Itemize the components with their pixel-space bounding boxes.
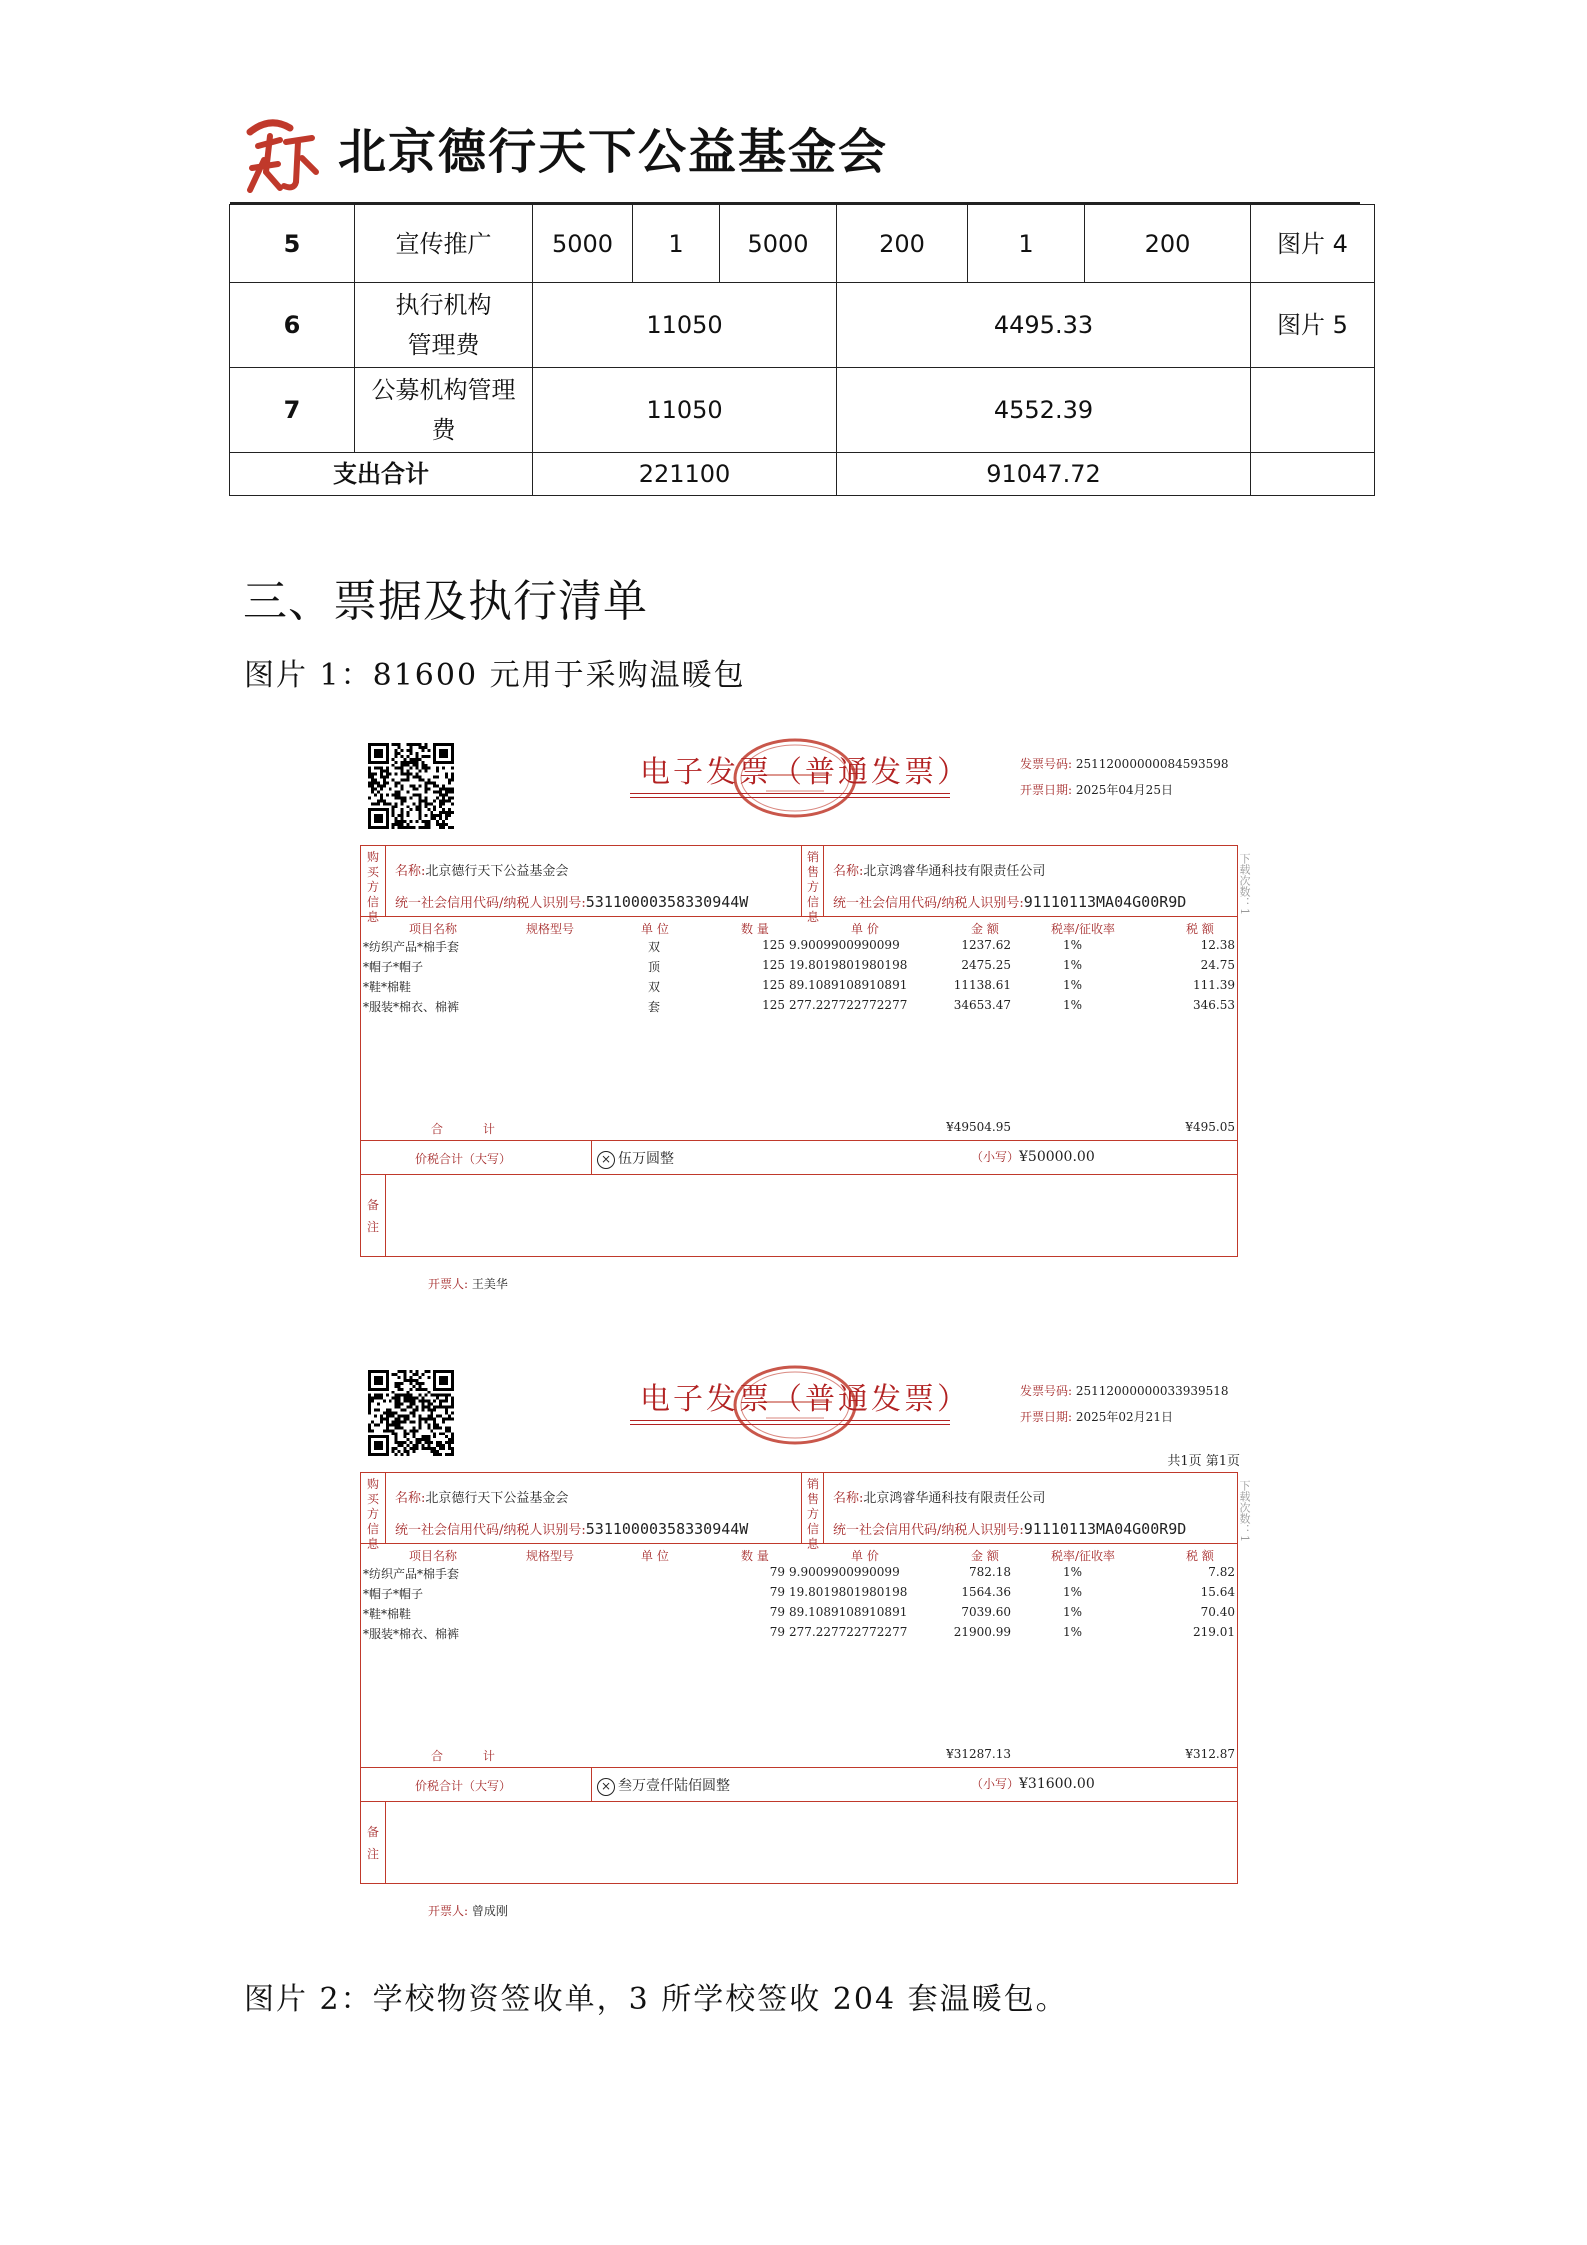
- buyer-name: [395, 1487, 568, 1506]
- issuer-label: 开票人:: [428, 1904, 469, 1918]
- item-qty: 125: [762, 998, 785, 1012]
- invoice-number: [1020, 755, 1229, 772]
- row-item: [355, 283, 533, 368]
- row-cell: 200: [837, 205, 968, 283]
- table-row: [230, 368, 1375, 453]
- invoice-date-value: 2025年02月21日: [1075, 1410, 1173, 1424]
- item-tax: 12.38: [1200, 938, 1235, 952]
- item-row: [361, 998, 1237, 1018]
- item-rate: 1%: [1063, 998, 1083, 1012]
- row-note: 图片 5: [1251, 283, 1375, 368]
- col-header-qty: 数 量: [741, 922, 769, 936]
- item-row: [361, 1565, 1237, 1585]
- item-rate: 1%: [1063, 1585, 1083, 1599]
- seller-name-value: 北京鸿睿华通科技有限责任公司: [863, 864, 1046, 879]
- invoice-number-value: 25112000000033939518: [1075, 1384, 1229, 1398]
- row-item: [355, 368, 533, 453]
- col-header-spec: 规格型号: [526, 922, 575, 936]
- buyer-code-value: 53110000358330944W: [585, 1520, 749, 1538]
- buyer-code-value: 53110000358330944W: [585, 893, 749, 911]
- total-label: 价税合计（大写）: [415, 1779, 512, 1793]
- sum-label: 合 计: [431, 1749, 513, 1763]
- table-row: [230, 283, 1375, 368]
- title-rule: [630, 1424, 950, 1425]
- invoice-date-label: 开票日期:: [1020, 1410, 1073, 1424]
- item-qty: 79: [769, 1605, 785, 1619]
- item-rate: 1%: [1063, 938, 1083, 952]
- item-unit: 套: [648, 1000, 661, 1014]
- title-rule: [630, 797, 950, 798]
- row-note: 图片 4: [1251, 205, 1375, 283]
- item-qty: 79: [769, 1625, 785, 1639]
- item-amount: 1237.62: [961, 938, 1011, 952]
- item-name: *帽子*帽子: [363, 960, 424, 974]
- sum-tax: ¥495.05: [1185, 1120, 1235, 1134]
- total-in-figures: [971, 1148, 1095, 1165]
- item-rate: 1%: [1063, 1625, 1083, 1639]
- code-label: 统一社会信用代码/纳税人识别号:: [395, 1523, 586, 1538]
- row-item-line: 管理费: [407, 331, 480, 359]
- total-small-value: ¥50000.00: [1019, 1149, 1095, 1165]
- download-count: 下载次数：1: [1238, 1480, 1251, 1542]
- buyer-name-value: 北京德行天下公益基金会: [425, 1491, 569, 1506]
- item-amount: 1564.36: [961, 1585, 1011, 1599]
- divider: [361, 1174, 1237, 1175]
- divider: [823, 846, 824, 916]
- col-header-unit: 单 位: [641, 1549, 669, 1563]
- seller-side-label: 销售方信息: [806, 1477, 819, 1551]
- row-item-line: 执行机构: [395, 291, 492, 319]
- section-title: 三、票据及执行清单: [243, 576, 648, 627]
- row-cell: 1: [968, 205, 1085, 283]
- total-row: [230, 453, 1375, 496]
- cancel-x-icon: ×: [597, 1778, 615, 1796]
- total-label: 价税合计（大写）: [415, 1152, 512, 1166]
- invoice-date-value: 2025年04月25日: [1075, 783, 1173, 797]
- divider: [591, 1767, 592, 1801]
- item-price: 277.227722772277: [789, 1625, 908, 1639]
- code-label: 统一社会信用代码/纳税人识别号:: [395, 896, 586, 911]
- total-note: [1251, 453, 1375, 496]
- item-row: [361, 978, 1237, 998]
- row-actual: 4552.39: [837, 368, 1251, 453]
- item-rate: 1%: [1063, 1605, 1083, 1619]
- col-header-qty: 数 量: [741, 1549, 769, 1563]
- row-budget: 11050: [533, 283, 837, 368]
- total-budget: 221100: [533, 453, 837, 496]
- buyer-side-label: 购买方信息: [366, 1477, 379, 1551]
- item-name: *服装*棉衣、棉裤: [363, 1000, 460, 1014]
- issuer: [428, 1275, 508, 1292]
- col-header-price: 单 价: [851, 1549, 879, 1563]
- item-price: 19.8019801980198: [789, 958, 908, 972]
- item-price: 9.9009900990099: [789, 938, 900, 952]
- item-row: [361, 1625, 1237, 1645]
- cancel-x-icon: ×: [597, 1151, 615, 1169]
- item-amount: 2475.25: [961, 958, 1011, 972]
- org-name: 北京德行天下公益基金会: [338, 124, 889, 180]
- divider: [361, 916, 1237, 917]
- foundation-logo: [240, 112, 322, 194]
- buyer-side-label: 购买方信息: [366, 850, 379, 924]
- row-item: 宣传推广: [355, 205, 533, 283]
- divider: [801, 846, 802, 916]
- budget-table: [229, 204, 1375, 496]
- row-item-line: 公募机构管理: [371, 376, 516, 404]
- item-unit: 双: [648, 940, 661, 954]
- item-qty: 125: [762, 978, 785, 992]
- seller-name: [833, 860, 1045, 879]
- row-cell: 5000: [533, 205, 633, 283]
- invoice-date: [1020, 781, 1173, 798]
- seller-code: [833, 1519, 1186, 1538]
- row-number: 5: [230, 205, 355, 283]
- item-row: [361, 938, 1237, 958]
- col-header-rate: 税率/征收率: [1051, 922, 1116, 936]
- item-amount: 21900.99: [953, 1625, 1011, 1639]
- divider: [801, 1473, 802, 1543]
- row-cell: 5000: [720, 205, 837, 283]
- invoice-image: [360, 735, 1251, 1295]
- col-header-name: 项目名称: [409, 922, 458, 936]
- col-header-amount: 金 额: [971, 922, 999, 936]
- total-in-words: [597, 1775, 730, 1796]
- invoice-image: [360, 1362, 1251, 1922]
- item-qty: 79: [769, 1565, 785, 1579]
- col-header-unit: 单 位: [641, 922, 669, 936]
- row-number: 7: [230, 368, 355, 453]
- item-price: 19.8019801980198: [789, 1585, 908, 1599]
- total-small-value: ¥31600.00: [1019, 1776, 1095, 1792]
- title-rule: [630, 793, 950, 794]
- item-row: [361, 958, 1237, 978]
- download-count: 下载次数：1: [1238, 853, 1251, 915]
- invoice-number: [1020, 1382, 1229, 1399]
- qr-code: [368, 743, 454, 829]
- divider: [385, 846, 386, 916]
- remark-label: 备注: [366, 1198, 379, 1234]
- item-amount: 782.18: [969, 1565, 1011, 1579]
- item-row: [361, 1605, 1237, 1625]
- title-rule: [630, 1420, 950, 1421]
- item-rate: 1%: [1063, 958, 1083, 972]
- row-actual: 4495.33: [837, 283, 1251, 368]
- item-qty: 79: [769, 1585, 785, 1599]
- divider: [385, 1801, 386, 1883]
- sum-label: 合 计: [431, 1122, 513, 1136]
- col-header-price: 单 价: [851, 922, 879, 936]
- col-header-name: 项目名称: [409, 1549, 458, 1563]
- item-name: *服装*棉衣、棉裤: [363, 1627, 460, 1641]
- issuer-name: 曾成刚: [471, 1904, 508, 1918]
- issuer-name: 王美华: [471, 1277, 508, 1291]
- divider: [591, 1140, 592, 1174]
- item-unit: 顶: [648, 960, 661, 974]
- divider: [361, 1543, 1237, 1544]
- invoice-date: [1020, 1408, 1173, 1425]
- sum-amount: ¥31287.13: [946, 1747, 1011, 1761]
- item-amount: 7039.60: [961, 1605, 1011, 1619]
- seller-side-label: 销售方信息: [806, 850, 819, 924]
- divider: [361, 1140, 1237, 1141]
- issuer-label: 开票人:: [428, 1277, 469, 1291]
- code-label: 统一社会信用代码/纳税人识别号:: [833, 1523, 1024, 1538]
- name-label: 名称:: [833, 1491, 864, 1506]
- row-cell: 200: [1085, 205, 1251, 283]
- invoice-title: 电子发票（普通发票）: [640, 1382, 970, 1417]
- invoice-number-label: 发票号码:: [1020, 1384, 1073, 1398]
- small-label: （小写）: [971, 1777, 1020, 1791]
- code-label: 统一社会信用代码/纳税人识别号:: [833, 896, 1024, 911]
- row-note: [1251, 368, 1375, 453]
- seller-name: [833, 1487, 1045, 1506]
- item-price: 89.1089108910891: [789, 978, 908, 992]
- item-header-row: [361, 1547, 1237, 1565]
- item-rate: 1%: [1063, 1565, 1083, 1579]
- item-price: 9.9009900990099: [789, 1565, 900, 1579]
- total-actual: 91047.72: [837, 453, 1251, 496]
- total-in-figures: [971, 1775, 1095, 1792]
- item-qty: 125: [762, 938, 785, 952]
- item-unit: 双: [648, 980, 661, 994]
- item-rate: 1%: [1063, 978, 1083, 992]
- item-tax: 7.82: [1208, 1565, 1235, 1579]
- item-tax: 219.01: [1193, 1625, 1235, 1639]
- figure-caption: 图片 2：学校物资签收单，3 所学校签收 204 套温暖包。: [244, 1982, 1068, 2017]
- figure-caption: 图片 1：81600 元用于采购温暖包: [244, 658, 746, 693]
- divider: [823, 1473, 824, 1543]
- invoice-body: [360, 1472, 1238, 1884]
- divider: [361, 1801, 1237, 1802]
- seller-code-value: 91110113MA04G00R9D: [1023, 1520, 1187, 1538]
- item-amount: 34653.47: [953, 998, 1011, 1012]
- total-in-words: [597, 1148, 674, 1169]
- divider: [361, 1767, 1237, 1768]
- row-item-line: 费: [431, 416, 456, 444]
- col-header-amount: 金 额: [971, 1549, 999, 1563]
- total-words-value: 伍万圆整: [618, 1151, 674, 1167]
- total-label: 支出合计: [230, 453, 533, 496]
- item-name: *纺织产品*棉手套: [363, 1567, 460, 1581]
- name-label: 名称:: [395, 864, 426, 879]
- seller-name-value: 北京鸿睿华通科技有限责任公司: [863, 1491, 1046, 1506]
- row-budget: 11050: [533, 368, 837, 453]
- item-tax: 15.64: [1200, 1585, 1235, 1599]
- divider: [385, 1174, 386, 1256]
- sum-amount: ¥49504.95: [946, 1120, 1011, 1134]
- item-qty: 125: [762, 958, 785, 972]
- item-tax: 346.53: [1193, 998, 1235, 1012]
- buyer-code: [395, 1519, 748, 1538]
- invoice-title: 电子发票（普通发票）: [640, 755, 970, 790]
- row-cell: 1: [633, 205, 720, 283]
- sum-tax: ¥312.87: [1185, 1747, 1235, 1761]
- small-label: （小写）: [971, 1150, 1020, 1164]
- item-name: *纺织产品*棉手套: [363, 940, 460, 954]
- item-tax: 70.40: [1200, 1605, 1235, 1619]
- row-number: 6: [230, 283, 355, 368]
- item-header-row: [361, 920, 1237, 938]
- buyer-name: [395, 860, 568, 879]
- table-row: [230, 205, 1375, 283]
- seller-code: [833, 892, 1186, 911]
- col-header-tax: 税 额: [1186, 922, 1214, 936]
- item-name: *帽子*帽子: [363, 1587, 424, 1601]
- buyer-name-value: 北京德行天下公益基金会: [425, 864, 569, 879]
- item-row: [361, 1585, 1237, 1605]
- remark-label: 备注: [366, 1825, 379, 1861]
- qr-code: [368, 1370, 454, 1456]
- col-header-rate: 税率/征收率: [1051, 1549, 1116, 1563]
- item-name: *鞋*棉鞋: [363, 980, 412, 994]
- col-header-spec: 规格型号: [526, 1549, 575, 1563]
- item-tax: 111.39: [1193, 978, 1235, 992]
- total-words-value: 叁万壹仟陆佰圆整: [618, 1778, 730, 1794]
- item-tax: 24.75: [1200, 958, 1235, 972]
- item-amount: 11138.61: [953, 978, 1011, 992]
- issuer: [428, 1902, 508, 1919]
- buyer-code: [395, 892, 748, 911]
- item-name: *鞋*棉鞋: [363, 1607, 412, 1621]
- divider: [385, 1473, 386, 1543]
- invoice-date-label: 开票日期:: [1020, 783, 1073, 797]
- name-label: 名称:: [833, 864, 864, 879]
- seller-code-value: 91110113MA04G00R9D: [1023, 893, 1187, 911]
- item-price: 89.1089108910891: [789, 1605, 908, 1619]
- invoice-body: [360, 845, 1238, 1257]
- page-count: 共1页 第1页: [1167, 1454, 1240, 1469]
- invoice-number-value: 25112000000084593598: [1075, 757, 1229, 771]
- invoice-number-label: 发票号码:: [1020, 757, 1073, 771]
- name-label: 名称:: [395, 1491, 426, 1506]
- col-header-tax: 税 额: [1186, 1549, 1214, 1563]
- item-price: 277.227722772277: [789, 998, 908, 1012]
